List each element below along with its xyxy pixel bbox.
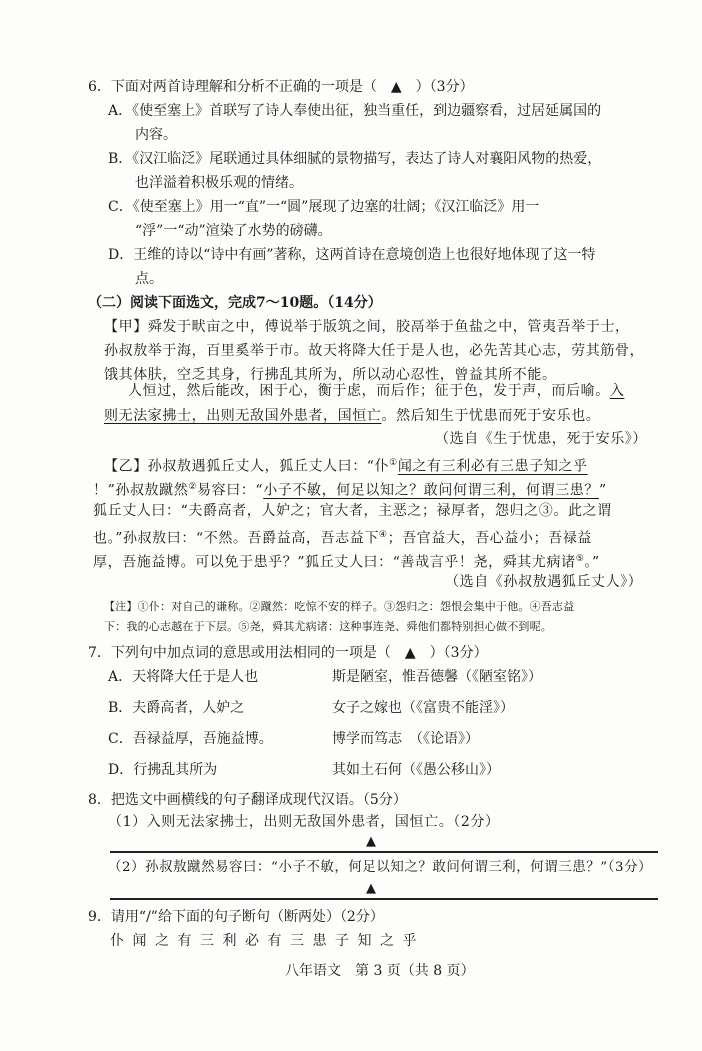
q6-option-b: B．《汉江临泛》尾联通过具体细腻的景物描写，表达了诗人对襄阳风物的热爱， bbox=[108, 151, 602, 167]
q7-stem: 7．下列句中加点词的意思或用法相同的一项是（ ▲ ）（3分） bbox=[88, 645, 488, 661]
page-footer: 八年语文 第 3 页（共 8 页） bbox=[285, 963, 475, 979]
passage-jia-source: （选自《生于忧患，死于安乐》） bbox=[435, 431, 647, 447]
q7-option-d-left: D．行拂乱其所为 bbox=[108, 762, 218, 778]
passage-jia-line1: 【甲】舜发于畎亩之中，傅说举于版筑之间，胶鬲举于鱼盐之中，管夷吾举于士， bbox=[104, 319, 630, 335]
answer-mark-2: ▲ bbox=[366, 881, 376, 896]
q6-stem: 6．下面对两首诗理解和分析不正确的一项是（ ▲ ）（3分） bbox=[88, 79, 474, 95]
q6-option-c: C．《使至塞上》用一“直”一“圆”展现了边塞的壮阔；《汉江临泛》用一 bbox=[108, 199, 540, 215]
passage-yi-source: （选自《孙叔敖遇狐丘丈人》） bbox=[445, 574, 643, 590]
passage-yi-line3: 狐丘丈人曰：“夫爵高者，人妒之；官大者，主恶之；禄厚者，怨归之③。此之谓 bbox=[93, 503, 612, 519]
q7-option-b-right: 女子之嫁也（《富贵不能淫》） bbox=[332, 700, 514, 716]
q7-option-d-right: 其如土石何（《愚公移山》） bbox=[332, 762, 500, 778]
q7-option-a-right: 斯是陋室，惟吾德馨（《陋室铭》） bbox=[332, 669, 542, 685]
answer-line-1[interactable] bbox=[110, 851, 658, 853]
section2-title: （二）阅读下面选文，完成7～10题。（14分） bbox=[88, 295, 382, 311]
passage-yi-line1: 【乙】孙叔敖遇狐丘丈人，狐丘丈人曰：“仆①闻之有三利必有三患子知之乎 bbox=[104, 458, 588, 475]
q6-option-a-cont: 内容。 bbox=[135, 127, 177, 143]
q6-option-d: D．王维的诗以“诗中有画”著称，这两首诗在意境创造上也很好地体现了这一特 bbox=[108, 247, 596, 263]
passage-yi-line2: ！”孙叔敖蹴然②易容曰：“小子不敏，何足以知之？敢问何谓三利，何谓三患？” bbox=[93, 482, 607, 499]
q8-sub1: （1）入则无法家拂士，出则无敌国外患者，国恒亡。（2分） bbox=[108, 814, 500, 830]
q6-option-c-cont: “浮”一“动”渲染了水势的磅礴。 bbox=[135, 223, 332, 239]
answer-line-2[interactable] bbox=[110, 898, 658, 900]
passage-jia-line3: 饿其体肤，空乏其身，行拂乱其所为，所以动心忍性，曾益其所不能。 bbox=[104, 367, 557, 383]
q6-option-d-cont: 点。 bbox=[135, 271, 163, 287]
passage-jia-line4: 人恒过，然后能改，困于心，衡于虑，而后作；征于色，发于声，而后喻。入 bbox=[128, 383, 625, 399]
q8-sub2: （2）孙叔敖蹴然易容曰：“小子不敏，何足以知之？敢问何谓三利，何谓三患？”（3分） bbox=[108, 860, 653, 875]
break-sentence-underlined: 闻之有三利必有三患子知之乎 bbox=[397, 458, 588, 475]
q6-option-b-cont: 也洋溢着积极乐观的情绪。 bbox=[135, 175, 303, 191]
q7-option-b-left: B．夫爵高者，人妒之 bbox=[108, 700, 245, 716]
underlined-sentence: 则无法家拂士，出则无敌国外患者，国恒亡 bbox=[104, 408, 382, 424]
notes-line2: 下：我的心志越在于下层。⑤尧，舜其尤病诸：这种事连尧、舜他们都特别担心做不到呢。 bbox=[104, 620, 552, 633]
passage-yi-line5: 厚，吾施益博。可以免于患乎？”狐丘丈人曰：“善哉言乎！尧，舜其尤病诸⑤。” bbox=[93, 554, 600, 571]
underlined-sentence-2: 小子不敏，何足以知之？敢问何谓三利，何谓三患？ bbox=[263, 482, 600, 499]
q6-option-a: A．《使至塞上》首联写了诗人奉使出征，独当重任，到边疆察看，过居延属国的 bbox=[108, 103, 602, 119]
passage-yi-line4: 也。”孙叔敖曰：“不然。吾爵益高，吾志益下④；吾官益大，吾心益小；吾禄益 bbox=[93, 530, 592, 547]
passage-jia-line5: 则无法家拂士，出则无敌国外患者，国恒亡。然后知生于忧患而死于安乐也。 bbox=[104, 408, 601, 424]
q7-option-c-right: 博学而笃志 （《论语》） bbox=[332, 731, 479, 747]
answer-mark-1: ▲ bbox=[366, 834, 376, 849]
notes-line1: 【注】①仆：对自己的谦称。②蹴然：吃惊不安的样子。③怨归之：怨恨会集中于他。④吾志益 bbox=[104, 600, 575, 613]
q8-stem: 8．把选文中画横线的句子翻译成现代汉语。（5分） bbox=[88, 792, 407, 808]
q9-stem: 9．请用“/”给下面的句子断句（断两处）（2分） bbox=[88, 909, 384, 925]
underlined-sentence-start: 入 bbox=[609, 383, 625, 399]
passage-jia-line2: 孙叔敖举于海，百里奚举于市。故天将降大任于是人也，必先苦其心志，劳其筋骨， bbox=[104, 343, 645, 359]
q9-sentence: 仆闻之有三利必有三患子知之乎 bbox=[110, 933, 425, 949]
q7-option-c-left: C．吾禄益厚，吾施益博。 bbox=[108, 731, 273, 747]
q7-option-a-left: A．天将降大任于是人也 bbox=[108, 669, 259, 685]
